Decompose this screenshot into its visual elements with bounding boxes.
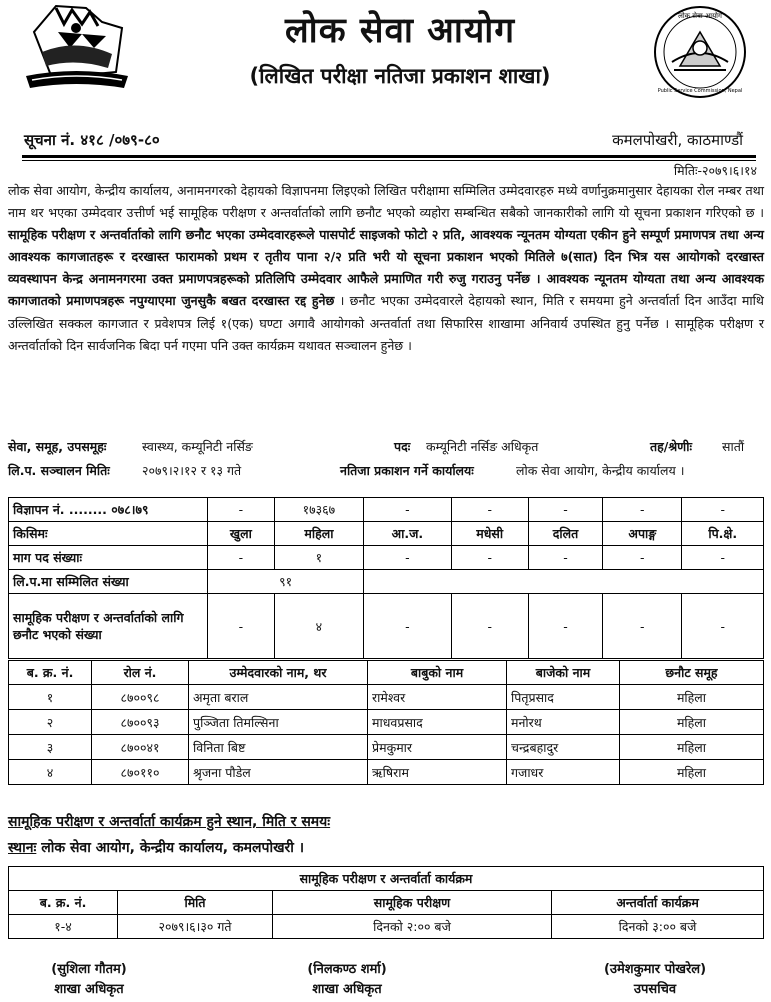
table-cell: - xyxy=(364,546,451,570)
table-row xyxy=(9,915,764,939)
schedule-table xyxy=(8,866,764,939)
table-cell: चन्द्रबहादुर xyxy=(507,735,620,760)
table-cell: श्रृजना पौडेल xyxy=(189,760,368,785)
venue-value: लोक सेवा आयोग, केन्द्रीय कार्यालय, कमलपोखरी । xyxy=(41,840,305,856)
table-cell: १-४ xyxy=(9,915,118,939)
table-cell: ८७००९३ xyxy=(92,710,189,735)
header-rule xyxy=(22,155,756,158)
table-cell: - xyxy=(364,498,451,522)
table-cell: महिला xyxy=(274,522,363,546)
demand-label: माग पद संख्याः xyxy=(9,546,208,570)
table-cell: - xyxy=(528,546,602,570)
candidates-table xyxy=(8,660,764,785)
table-cell: अमृता बराल xyxy=(189,685,368,710)
table-cell: - xyxy=(208,498,275,522)
table-cell: १ xyxy=(274,546,363,570)
column-header: सामूहिक परीक्षण xyxy=(273,891,552,915)
table-cell: - xyxy=(208,546,275,570)
venue-label: स्थानः xyxy=(8,840,37,856)
included-label: लि.प.मा सम्मिलित संख्या xyxy=(9,570,208,594)
type-label: किसिमः xyxy=(9,522,208,546)
table-header-row xyxy=(9,891,764,915)
table-cell: - xyxy=(364,594,451,659)
signature-block xyxy=(252,960,442,1000)
paragraph-intro: लोक सेवा आयोग, केन्द्रीय कार्यालय, अनामनगरको देहायको विज्ञापनमा लिइएको लिखित परीक्षामा सम्मिलित उम्मेदवारहरु मध्ये वर्णानुक्रमानुसार देहायका रोल नम्बर तथा नाम थर भएका उम्मेदवार उत्तीर्ण भई सामूहिक परीक्षण र अन्तर्वार्ताको लागि छनौट भएको व्यहोरा सम्बन्धित सबैको जानकारीको लागि यो सूचना प्रकाशन गरिएको छ । xyxy=(8,183,764,221)
signatory-title: शाखा अधिकृत xyxy=(54,982,124,997)
column-header: बाबुको नाम xyxy=(368,661,507,685)
table-cell: - xyxy=(603,594,682,659)
table-cell: अपाङ्ग xyxy=(603,522,682,546)
paragraph-rest: । छनौट भएका उम्मेदवारले देहायको स्थान, मिति र समयमा हुने अन्तर्वार्ता दिन आउँदा माथि उल्लिखित सक्कल कागजात र प्रवेशपत्र लिई १(एक) घण्टा अगावै आयोगको अन्तर्वार्ता तथा सिफारिस शाखामा अनिवार्य उपस्थित हुनु पर्नेछ । सामूहिक परीक्षण र अन्तर्वार्ताको दिन सार्वजनिक बिदा पर्न गएमा पनि उक्त कार्यक्रम यथावत सञ्चालन हुनेछ । xyxy=(8,293,764,353)
column-header: छनौट समूह xyxy=(620,661,764,685)
table-row xyxy=(9,685,764,710)
table-cell: पुञ्जिता तिमल्सिना xyxy=(189,710,368,735)
table-header-row xyxy=(9,661,764,685)
notice-number: सूचना नं. ४१८ /०७९-८० xyxy=(24,131,160,149)
level-label: तह/श्रेणीः xyxy=(650,439,692,454)
table-row xyxy=(9,735,764,760)
table-cell: दिनको ३:०० बजे xyxy=(552,915,764,939)
table-cell: - xyxy=(528,498,602,522)
table-cell: दिनको २:०० बजे xyxy=(273,915,552,939)
table-cell: पि.क्षे. xyxy=(682,522,764,546)
signature-block xyxy=(548,960,762,1000)
office-place: कमलपोखरी, काठमाण्डौं xyxy=(612,131,743,149)
table-cell: २०७९।६।३० गते xyxy=(118,915,273,939)
column-header: रोल नं. xyxy=(92,661,189,685)
office-value: लोक सेवा आयोग, केन्द्रीय कार्यालय । xyxy=(516,463,685,478)
table-cell: - xyxy=(451,546,528,570)
notice-paragraph xyxy=(8,180,764,357)
table-cell: - xyxy=(682,498,764,522)
table-row xyxy=(9,498,764,522)
table-cell: - xyxy=(451,498,528,522)
vacancy-table xyxy=(8,497,764,659)
table-cell: २ xyxy=(9,710,92,735)
table-cell: - xyxy=(603,498,682,522)
table-cell: खुला xyxy=(208,522,275,546)
table-row xyxy=(9,546,764,570)
svg-text:लोक सेवा आयोग: लोक सेवा आयोग xyxy=(678,12,722,20)
table-cell: दलित xyxy=(528,522,602,546)
table-cell: - xyxy=(528,594,602,659)
service-label: सेवा, समूह, उपसमूहः xyxy=(8,439,107,454)
table-row xyxy=(9,522,764,546)
table-row xyxy=(9,594,764,659)
column-header: मिति xyxy=(118,891,273,915)
table-title-row xyxy=(9,867,764,891)
table-cell: आ.ज. xyxy=(364,522,451,546)
table-cell: ऋषिराम xyxy=(368,760,507,785)
table-cell: - xyxy=(603,546,682,570)
table-cell: ४ xyxy=(9,760,92,785)
table-cell: गजाधर xyxy=(507,760,620,785)
table-cell: - xyxy=(208,594,275,659)
table-cell: ८७००९८ xyxy=(92,685,189,710)
column-header: ब. क्र. नं. xyxy=(9,891,118,915)
included-value: ९१ xyxy=(208,570,364,594)
table-cell: ३ xyxy=(9,735,92,760)
table-cell: ८७००४१ xyxy=(92,735,189,760)
signatory-name: (निलकण्ठ शर्मा) xyxy=(307,962,387,977)
exam-date-value: २०७९।२।१२ र १३ गते xyxy=(142,463,242,478)
schedule-heading: सामूहिक परीक्षण र अन्तर्वार्ता कार्यक्रम हुने स्थान, मिति र समयः xyxy=(8,814,331,830)
table-cell: पितृप्रसाद xyxy=(507,685,620,710)
notice-date: मितिः-२०७९।६।१४ xyxy=(673,163,757,178)
column-header: बाजेको नाम xyxy=(507,661,620,685)
signature-block xyxy=(0,960,184,1000)
header-rule-thin xyxy=(22,160,756,161)
adv-label: विज्ञापन नं. ........ ०७८।७९ xyxy=(9,498,208,522)
table-cell: मधेसी xyxy=(451,522,528,546)
paragraph-bold-instructions: सामूहिक परीक्षण र अन्तर्वार्ताको लागि छनौट भएका उम्मेदवारहरूले पासपोर्ट साइजको फोटो २ प्रति, आवश्यक न्यूनतम योग्यता एकीन हुने सम्पूर्ण प्रमाणपत्र तथा अन्य आवश्यक कागजातहरू र दरखास्त फारामको प्रथम र तृतीय पाना २/२ प्रति भरी यो सूचना प्रकाशन भएको मितिले ७(सात) दिन भित्र यस आयोगको दरखास्त व्यवस्थापन केन्द्र अनामनगरमा उक्त प्रमाणपत्रहरूको प्रतिलिपि उम्मेदवार आफैले प्रमाणित गरी रुजु गराउनु पर्नेछ । आवश्यक न्यूनतम योग्यता तथा अन्य आवश्यक कागजातको प्रमाणपत्रहरू नपुग्याएमा जुनसुकै बखत दरखास्त रद्द हुनेछ xyxy=(8,227,764,309)
table-cell: विनिता बिष्ट xyxy=(189,735,368,760)
table-cell: - xyxy=(682,594,764,659)
venue-line xyxy=(8,838,304,857)
table-cell: १ xyxy=(9,685,92,710)
table-cell: - xyxy=(682,546,764,570)
table-cell: महिला xyxy=(620,760,764,785)
table-cell: रामेश्वर xyxy=(368,685,507,710)
table-cell: महिला xyxy=(620,735,764,760)
post-label: पदः xyxy=(394,439,411,454)
table-cell: ८७०११० xyxy=(92,760,189,785)
svg-text:Public Service Commission, Nep: Public Service Commission, Nepal xyxy=(657,88,743,94)
selected-label: सामूहिक परीक्षण र अन्तर्वार्ताको लागि छनौट भएको संख्या xyxy=(9,594,208,659)
column-header: अन्तर्वार्ता कार्यक्रम xyxy=(552,891,764,915)
service-value: स्वास्थ्य, कम्यूनिटी नर्सिङ xyxy=(142,439,253,454)
page-title: लोक सेवा आयोग xyxy=(284,11,516,51)
table-cell: माधवप्रसाद xyxy=(368,710,507,735)
exam-date-label: लि.प. सञ्चालन मितिः xyxy=(8,463,110,478)
table-row xyxy=(9,710,764,735)
table-cell: - xyxy=(451,594,528,659)
table-cell: ४ xyxy=(274,594,363,659)
signatory-name: (उमेशकुमार पोखरेल) xyxy=(603,962,707,977)
table-cell: महिला xyxy=(620,685,764,710)
schedule-table-title: सामूहिक परीक्षण र अन्तर्वार्ता कार्यक्रम xyxy=(9,867,764,891)
signatory-title: शाखा अधिकृत xyxy=(312,982,382,997)
table-cell: प्रेमकुमार xyxy=(368,735,507,760)
column-header: ब. क्र. नं. xyxy=(9,661,92,685)
table-row xyxy=(9,570,764,594)
signatory-name: (सुशिला गौतम) xyxy=(51,962,127,977)
table-cell: महिला xyxy=(620,710,764,735)
table-cell: मनोरथ xyxy=(507,710,620,735)
level-value: सातौं xyxy=(722,439,745,454)
page-subtitle: (लिखित परीक्षा नतिजा प्रकाशन शाखा) xyxy=(249,64,551,88)
table-row xyxy=(9,760,764,785)
column-header: उम्मेदवारको नाम, थर xyxy=(189,661,368,685)
table-cell xyxy=(364,570,764,594)
psc-seal-logo xyxy=(652,4,748,100)
signatory-title: उपसचिव xyxy=(633,982,677,997)
office-label: नतिजा प्रकाशन गर्ने कार्यालयः xyxy=(340,463,474,478)
table-cell: १७३६७ xyxy=(274,498,363,522)
nepal-emblem-logo xyxy=(12,2,140,98)
post-value: कम्यूनिटी नर्सिङ अधिकृत xyxy=(426,439,539,454)
